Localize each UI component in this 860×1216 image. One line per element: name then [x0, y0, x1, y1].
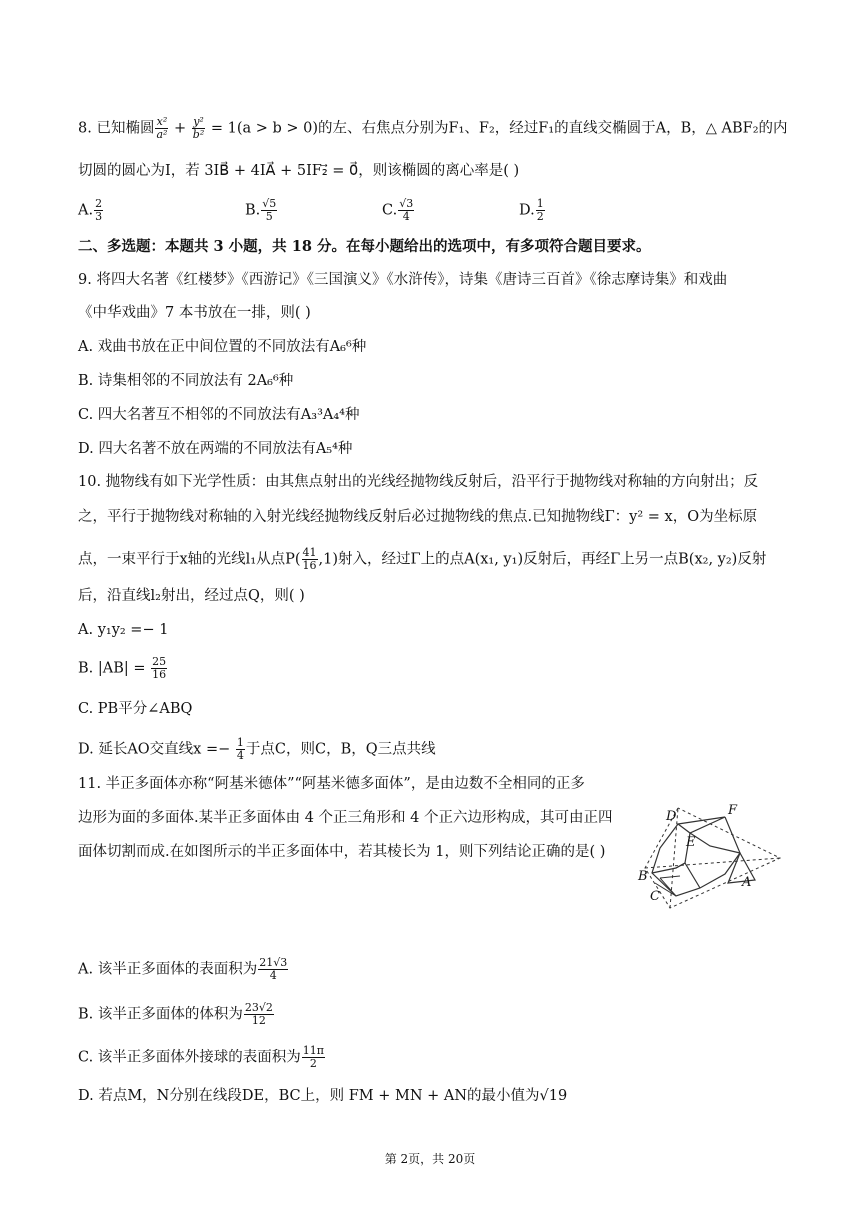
q10-line2: 之，平行于抛物线对称轴的入射光线经抛物线反射后必过抛物线的焦点.已知抛物线Γ：y² = x，O为坐标原 [78, 509, 758, 525]
q8-option-b: B. $\frac{√5}{5}$ [245, 197, 277, 223]
label-f: F [728, 803, 738, 818]
q11-option-b: B. 该半正多面体的体积为 $\frac{23√2}{12}$ [78, 1001, 273, 1027]
q10-line1: 10. 抛物线有如下光学性质：由其焦点射出的光线经抛物线反射后，沿平行于抛物线对称轴的方向射出；反 [78, 474, 759, 490]
q11-option-a: A. 该半正多面体的表面积为 $\frac{21√3}{4}$ [78, 956, 288, 982]
q11-line3: 面体切割而成.在如图所示的半正多面体中，若其棱长为 1，则下列结论正确的是( ) [78, 844, 606, 860]
q10-line4: 后，沿直线l₂射出，经过点Q，则( ) [78, 588, 305, 604]
q11-option-d: D. 若点M，N分别在线段DE，BC上，则 FM + MN + AN的最小值为√19 [78, 1088, 568, 1104]
q11-line2: 边形为面的多面体.某半正多面体由 4 个正三角形和 4 个正六边形构成，其可由正四 [78, 810, 613, 826]
q10-option-d: D. 延长AO交直线x =− $\frac{1}{4}$ 于点C，则C，B，Q三点共线 [78, 736, 436, 762]
q10-option-a: A. y₁y₂ =− 1 [78, 622, 169, 638]
q10-option-c: C. PB平分∠ABQ [78, 701, 193, 717]
q11-option-c: C. 该半正多面体外接球的表面积为 $\frac{11\pi}{2}$ [78, 1044, 325, 1070]
q9-option-a: A. 戏曲书放在正中间位置的不同放法有A₆⁶种 [78, 339, 367, 355]
q8-line2: 切圆的圆心为I，若 3IB⃗ + 4IA⃗ + 5IF₂⃗ = 0⃗，则该椭圆的离心率是( ) [78, 163, 520, 179]
label-a: A [742, 875, 752, 890]
fraction: $\frac{\text{x²}}{\text{a²}}$ [156, 115, 168, 141]
label-b: B [638, 869, 648, 884]
q10-line3: 点，一束平行于x轴的光线l₁从点P( $\frac{41}{16}$ ,1)射入，经过Γ上的点A(x₁, y₁)反射后，再经Γ上另一点B(x₂, y₂)反射 [78, 546, 767, 572]
q8-line1: 8. 已知椭圆 $\frac{\text{x²}}{\text{a²}}$ + $\frac{\text{y²}}{\text{b²}}$ = 1(a > b > 0)的左、右焦点分别为F₁、F₂，经过F₁的直线交椭圆于A，B，△ ABF₂的内 [78, 115, 788, 141]
q9-option-d: D. 四大名著不放在两端的不同放法有A₅⁴种 [78, 441, 353, 457]
q9-option-c: C. 四大名著互不相邻的不同放法有A₃³A₄⁴种 [78, 407, 360, 423]
q9-line2: 《中华戏曲》7 本书放在一排，则( ) [78, 305, 311, 321]
q9-option-b: B. 诗集相邻的不同放法有 2A₆⁶种 [78, 373, 294, 389]
polyhedron-figure [630, 788, 785, 913]
section-heading: 二、多选题：本题共 3 小题，共 18 分。在每小题给出的选项中，有多项符合题目要求。 [78, 238, 651, 255]
q11-line1: 11. 半正多面体亦称“阿基米德体”“阿基米德多面体”，是由边数不全相同的正多 [78, 776, 585, 792]
label-d: D [666, 809, 677, 824]
label-e: E [686, 835, 696, 850]
q9-line1: 9. 将四大名著《红楼梦》《西游记》《三国演义》《水浒传》，诗集《唐诗三百首》《徐志摩诗集》和戏曲 [78, 272, 728, 288]
q10-option-b: B. |AB| = $\frac{25}{16}$ [78, 655, 167, 681]
fraction: $\frac{\text{y²}}{\text{b²}}$ [192, 115, 205, 141]
page-footer: 第 2页，共 20页 [384, 1152, 476, 1166]
q8-option-d: D. $\frac{1}{2}$ [519, 197, 544, 223]
q8-option-c: C. $\frac{√3}{4}$ [382, 197, 414, 223]
label-c: C [650, 889, 660, 904]
q8-option-a: A. $\frac{2}{3}$ [78, 197, 103, 223]
